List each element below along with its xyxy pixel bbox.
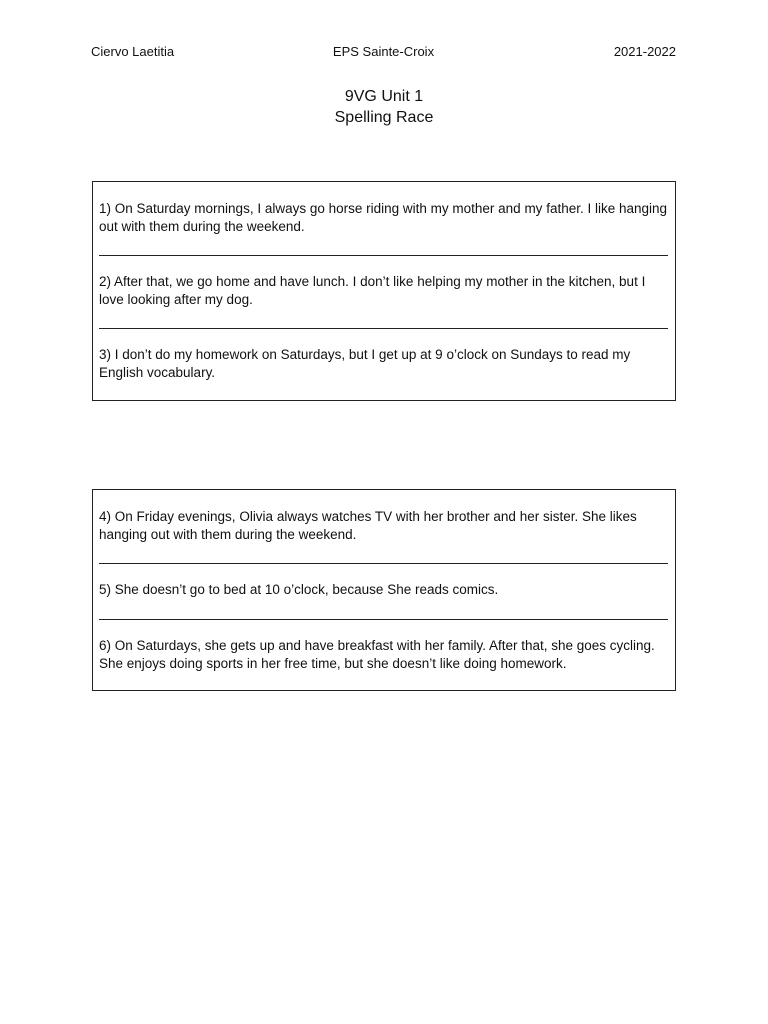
sentence-4: 4) On Friday evenings, Olivia always watches TV with her brother and her sister. She likes hanging out with them during the weekend. [99,509,637,542]
sentence-box-2 [92,489,676,691]
activity-title: Spelling Race [334,109,434,126]
sentence-6: 6) On Saturdays, she gets up and have breakfast with her family. After that, she goes cycling. She enjoys doing sports in her free time, but she doesn’t like doing homework. [99,638,655,671]
sentence-box-1 [92,181,676,401]
author-name: Ciervo Laetitia [91,44,175,59]
divider-line [99,255,668,256]
document-title [0,86,768,128]
page-header [91,44,676,62]
divider-line [99,619,668,620]
school-year: 2021-2022 [613,44,676,59]
divider-line [99,563,668,564]
sentence-5: 5) She doesn’t go to bed at 10 o’clock, because She reads comics. [99,582,499,597]
sentence-1: 1) On Saturday mornings, I always go horse riding with my mother and my father. I like hanging out with them during the weekend. [99,201,668,234]
sentence-3: 3) I don’t do my homework on Saturdays, but I get up at 9 o’clock on Sundays to read my English vocabulary. [99,347,631,380]
divider-line [99,328,668,329]
school-name: EPS Sainte-Croix [332,44,435,59]
unit-title: 9VG Unit 1 [344,88,424,105]
sentence-2: 2) After that, we go home and have lunch. I don’t like helping my mother in the kitchen, but I love looking after my dog. [99,274,646,307]
